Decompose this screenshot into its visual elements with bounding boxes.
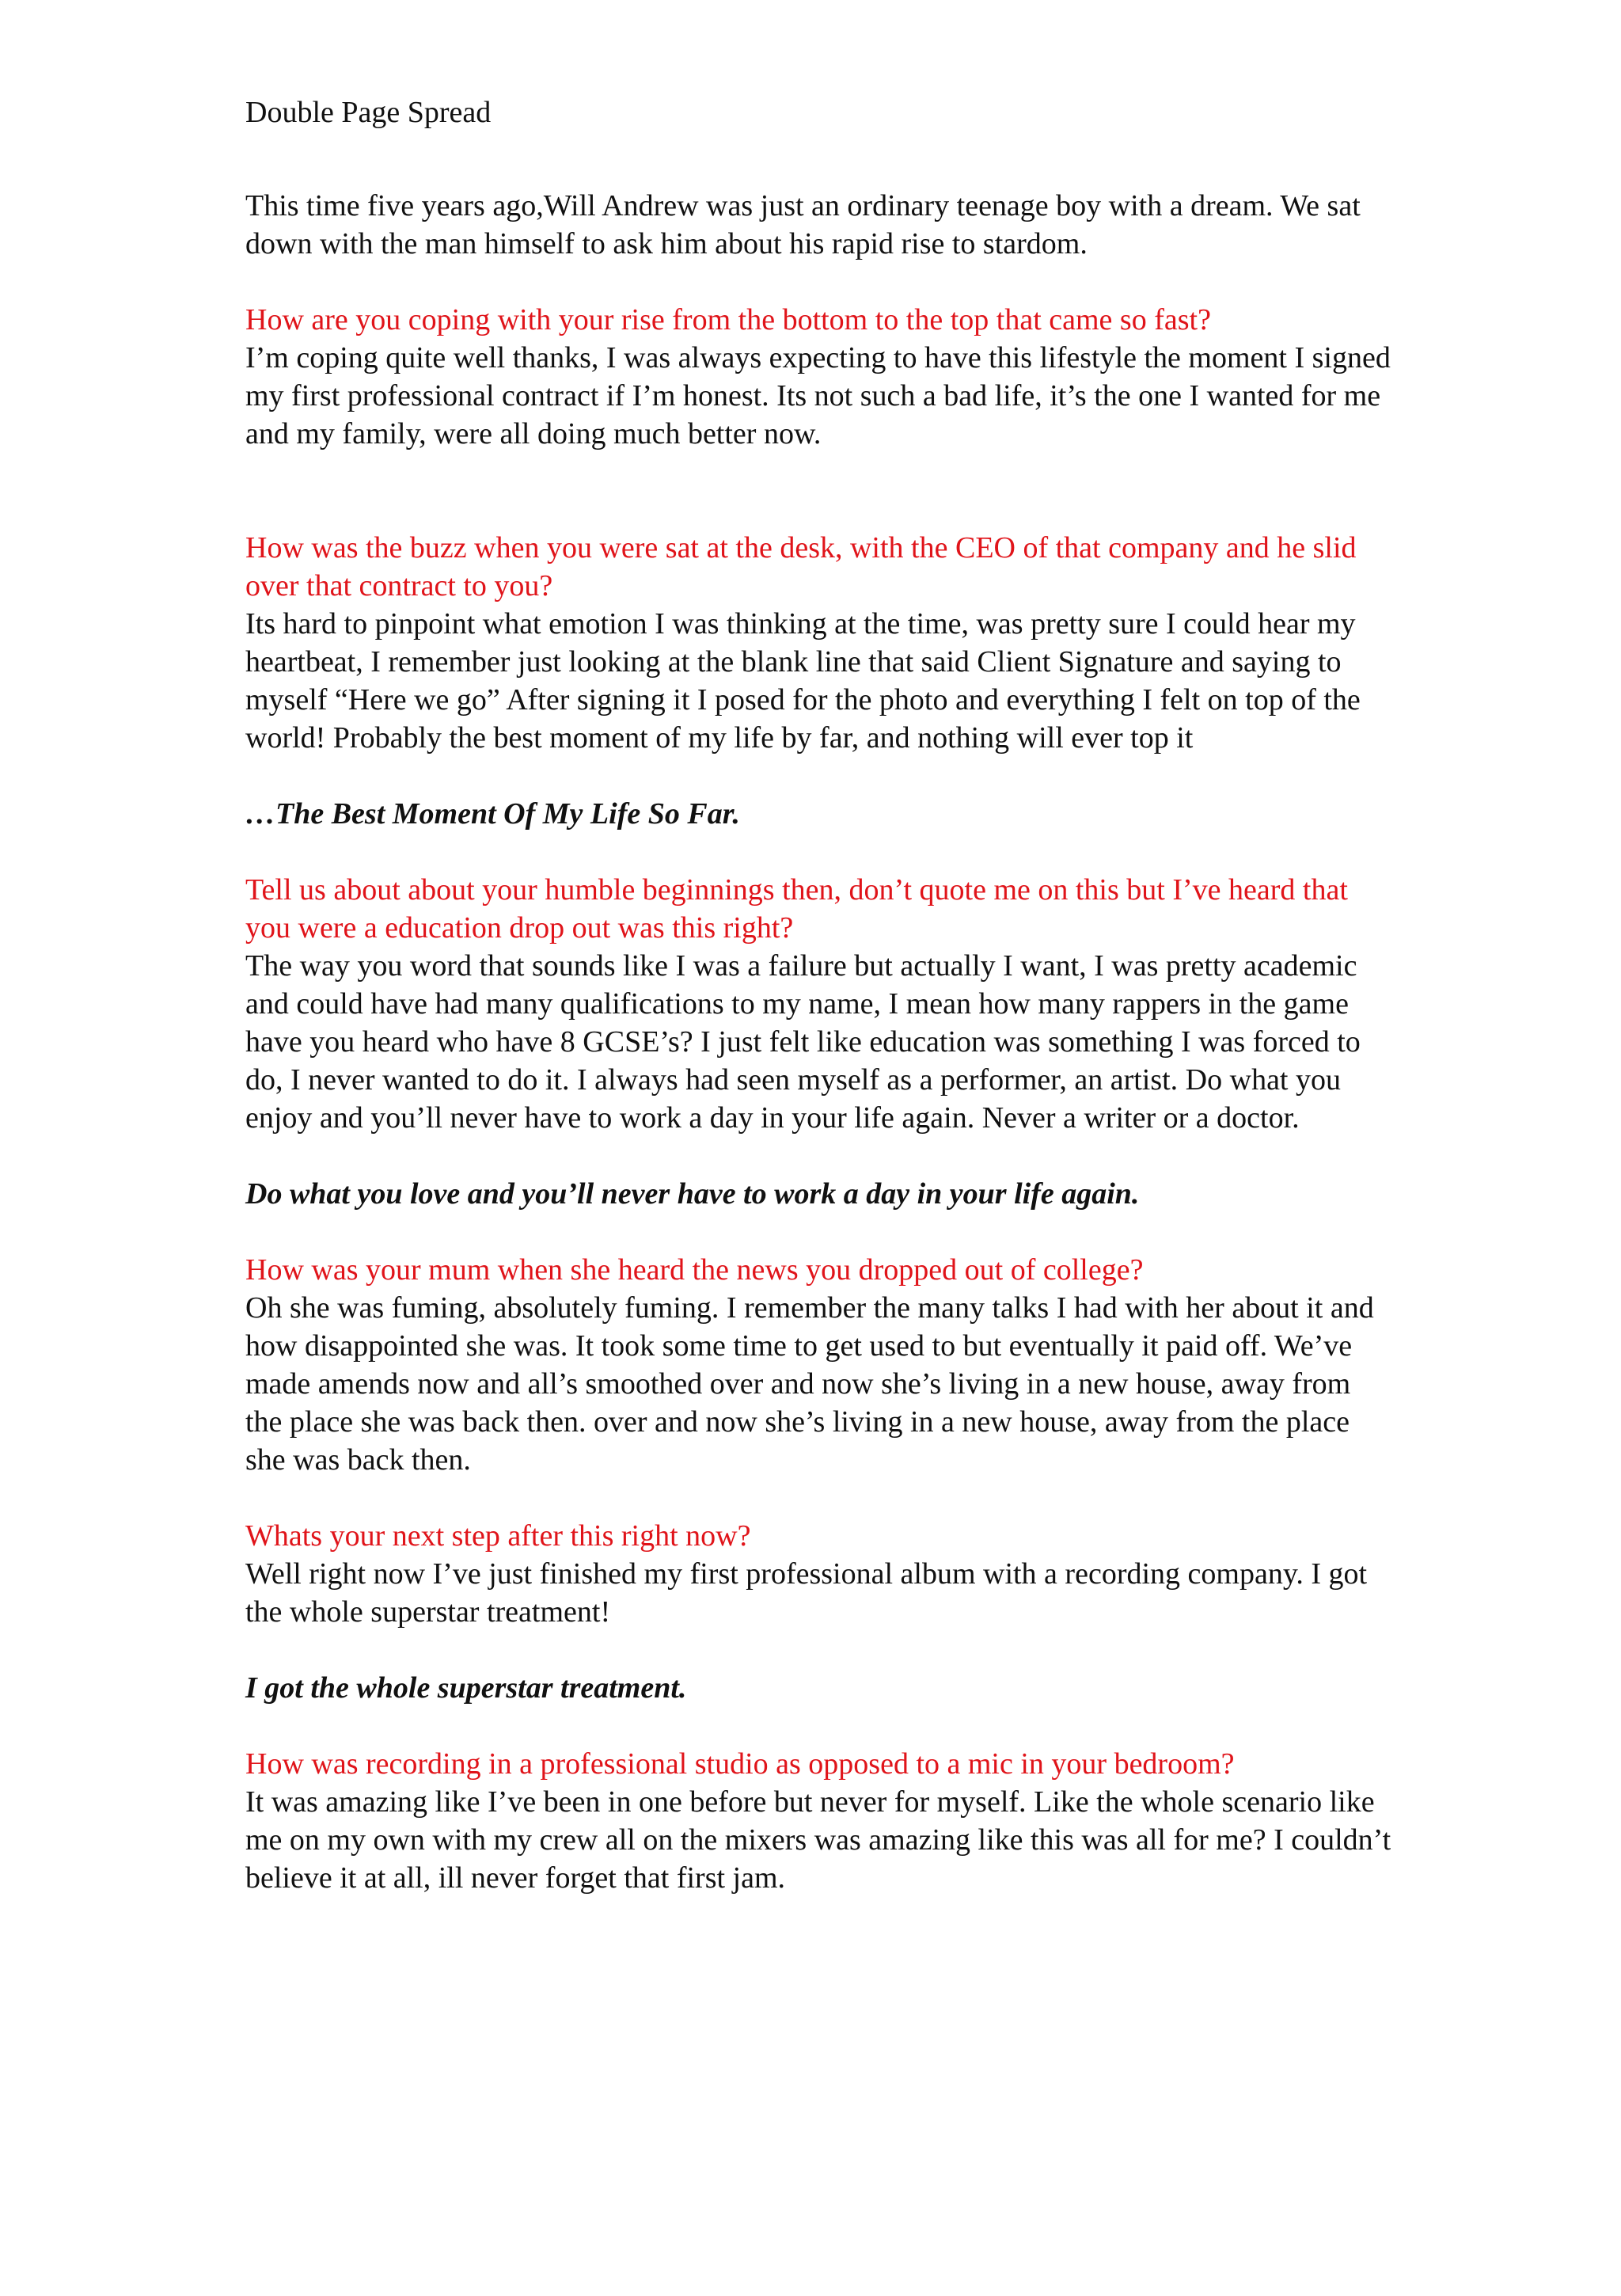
question-4: How was your mum when she heard the news you dropped out of college? (245, 1253, 1144, 1287)
pull-quote-1: …The Best Moment Of My Life So Far. (245, 797, 740, 831)
question-2: How was the buzz when you were sat at the desk, with the CEO of that company and he slid over that contract to you? (245, 531, 1357, 603)
answer-6: It was amazing like I’ve been in one before but never for myself. Like the whole scenario like me on my own with my crew all on the mixers was amazing like this was all for me? I couldn’t believe it at all, ill never forget that first jam. (245, 1785, 1391, 1895)
document-title: Double Page Spread (245, 96, 492, 129)
qa-block-5 (245, 1517, 1393, 1707)
question-1: How are you coping with your rise from the bottom to the top that came so fast? (245, 303, 1211, 336)
qa-block-2 (245, 529, 1393, 833)
intro-paragraph: This time five years ago,Will Andrew was just an ordinary teenage boy with a dream. We sat down with the man himself to ask him about his rapid rise to stardom. (245, 189, 1361, 260)
question-5: Whats your next step after this right now? (245, 1519, 751, 1553)
question-3: Tell us about about your humble beginnings then, don’t quote me on this but I’ve heard that you were a education drop out was this right? (245, 873, 1348, 945)
answer-4: Oh she was fuming, absolutely fuming. I remember the many talks I had with her about it and how disappointed she was. It took some time to get used to but eventually it paid off. We’ve made amends now and all’s smoothed over and now she’s living in a new house, away from the place she was back then. over and now she’s living in a new house, away from the place she was back then. (245, 1291, 1374, 1477)
document-page (245, 93, 1393, 1935)
answer-2: Its hard to pinpoint what emotion I was thinking at the time, was pretty sure I could hear my heartbeat, I remember just looking at the blank line that said Client Signature and saying to myself “Here we go” After signing it I posed for the photo and everything I felt on top of the world! Probably the best moment of my life by far, and nothing will ever top it (245, 607, 1361, 755)
pull-quote-2: Do what you love and you’ll never have to work a day in your life again. (245, 1177, 1140, 1211)
answer-5: Well right now I’ve just finished my first professional album with a recording company. I got the whole superstar treatment! (245, 1557, 1368, 1629)
answer-3: The way you word that sounds like I was a failure but actually I want, I was pretty academic and could have had many qualifications to my name, I mean how many rappers in the game have you heard who have 8 GCSE’s? I just felt like education was something I was forced to do, I never wanted to do it. I always had seen myself as a performer, an artist. Do what you enjoy and you’ll never have to work a day in your life again. Never a writer or a doctor. (245, 949, 1361, 1135)
qa-block-4 (245, 1251, 1393, 1479)
qa-block-3 (245, 871, 1393, 1213)
qa-block-6 (245, 1745, 1393, 1897)
pull-quote-3: I got the whole superstar treatment. (245, 1671, 687, 1705)
question-6: How was recording in a professional studio as opposed to a mic in your bedroom? (245, 1747, 1235, 1781)
answer-1: I’m coping quite well thanks, I was always expecting to have this lifestyle the moment I signed my first professional contract if I’m honest. Its not such a bad life, it’s the one I wanted for me and my family, were all doing much better now. (245, 341, 1391, 450)
qa-block-1 (245, 301, 1393, 453)
